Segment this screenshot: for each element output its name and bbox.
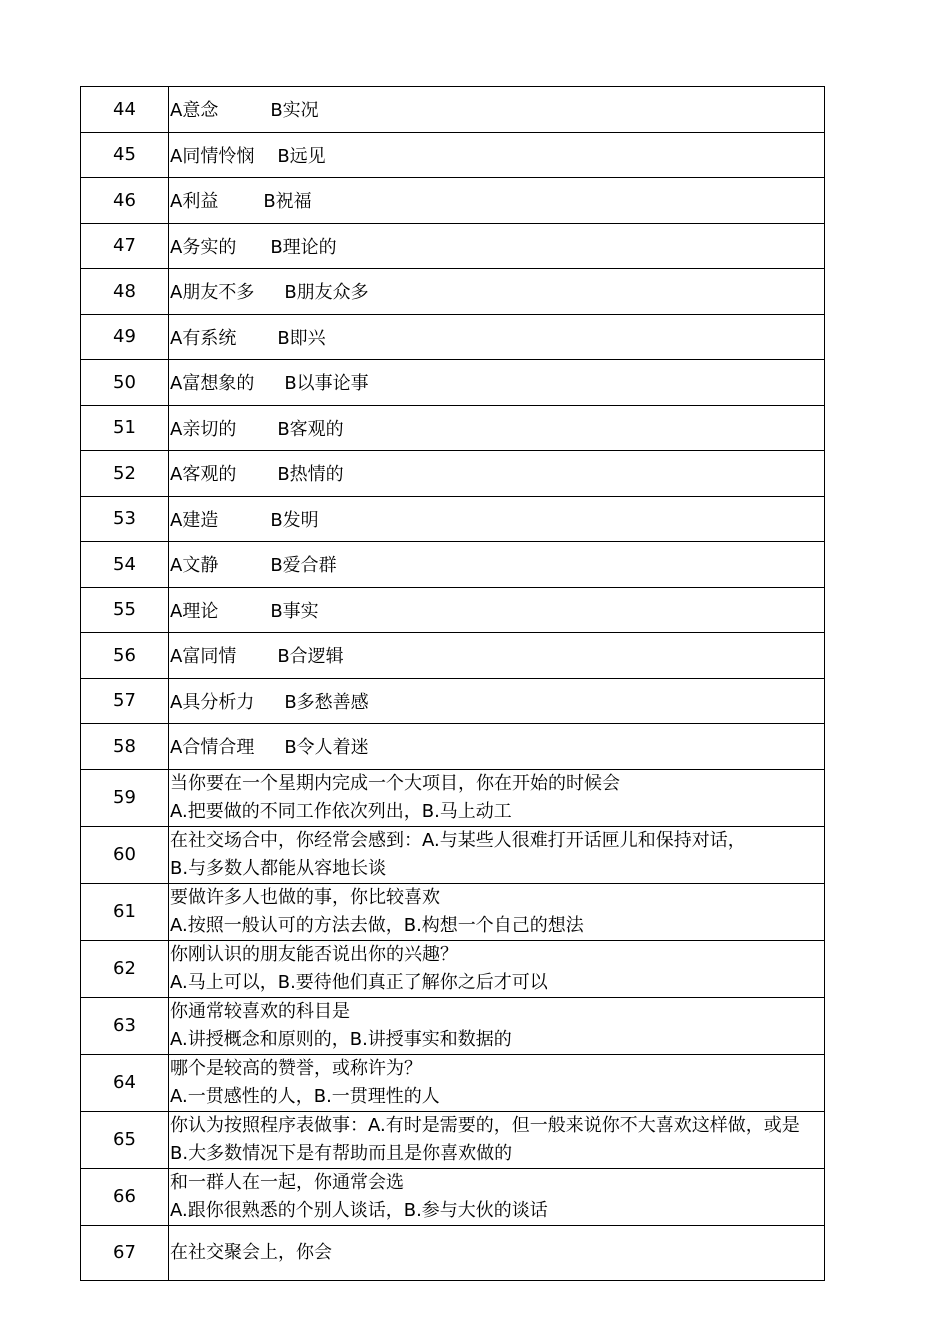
question-options	[169, 724, 825, 770]
question-options	[169, 633, 825, 679]
table-row	[81, 360, 825, 406]
option-b: B事实	[270, 600, 319, 622]
question-text	[169, 1054, 825, 1111]
table-row	[81, 678, 825, 724]
question-line: 要做许多人也做的事，你比较喜欢	[170, 886, 440, 908]
question-number: 57	[81, 678, 169, 724]
question-options	[169, 87, 825, 133]
question-text	[169, 997, 825, 1054]
option-b: B祝福	[263, 191, 312, 213]
question-number: 47	[81, 223, 169, 269]
option-a: A合情合理	[170, 737, 255, 759]
option-b: B实况	[270, 100, 319, 122]
question-number: 62	[81, 940, 169, 997]
option-b: B远见	[277, 145, 326, 167]
answer-options-line: A.一贯感性的人，B.一贯理性的人	[170, 1085, 440, 1107]
table-row	[81, 405, 825, 451]
option-a: A利益	[170, 191, 219, 213]
table-row	[81, 1111, 825, 1168]
question-number: 52	[81, 451, 169, 497]
option-a: A同情怜悯	[170, 145, 255, 167]
question-options	[169, 542, 825, 588]
question-options	[169, 405, 825, 451]
questionnaire-sheet	[80, 86, 825, 1263]
option-b: B令人着迷	[284, 737, 369, 759]
question-number: 58	[81, 724, 169, 770]
questionnaire-table	[80, 86, 825, 1281]
question-number: 45	[81, 132, 169, 178]
option-b: B合逻辑	[277, 646, 344, 668]
question-number: 48	[81, 269, 169, 315]
option-a: A富同情	[170, 646, 237, 668]
table-row	[81, 997, 825, 1054]
question-number: 51	[81, 405, 169, 451]
option-b: B即兴	[277, 327, 326, 349]
table-row	[81, 542, 825, 588]
option-b: B热情的	[277, 464, 344, 486]
question-number: 59	[81, 769, 169, 826]
table-row	[81, 587, 825, 633]
question-options	[169, 587, 825, 633]
question-options	[169, 178, 825, 224]
question-line: 当你要在一个星期内完成一个大项目，你在开始的时候会	[170, 772, 620, 794]
question-number: 64	[81, 1054, 169, 1111]
answer-options-line: A.按照一般认可的方法去做，B.构想一个自己的想法	[170, 914, 584, 936]
question-number: 60	[81, 826, 169, 883]
question-text	[169, 769, 825, 826]
question-line: 你刚认识的朋友能否说出你的兴趣？	[170, 943, 458, 965]
option-b: B爱合群	[270, 555, 337, 577]
table-row	[81, 1054, 825, 1111]
option-a: A意念	[170, 100, 219, 122]
question-options	[169, 132, 825, 178]
option-b: B理论的	[270, 236, 337, 258]
table-row	[81, 633, 825, 679]
table-row	[81, 451, 825, 497]
question-text	[169, 883, 825, 940]
option-b: B多愁善感	[284, 691, 369, 713]
option-b: B发明	[270, 509, 319, 531]
option-b: B朋友众多	[284, 282, 369, 304]
option-a: A朋友不多	[170, 282, 255, 304]
question-number: 46	[81, 178, 169, 224]
question-line: 你认为按照程序表做事：A.有时是需要的，但一般来说你不大喜欢这样做，或是	[170, 1114, 800, 1136]
table-row	[81, 132, 825, 178]
question-text	[169, 1168, 825, 1225]
answer-options-line: A.把要做的不同工作依次列出，B.马上动工	[170, 800, 512, 822]
table-row	[81, 496, 825, 542]
table-row	[81, 223, 825, 269]
table-row	[81, 769, 825, 826]
question-number: 67	[81, 1225, 169, 1280]
question-options	[169, 360, 825, 406]
question-number: 44	[81, 87, 169, 133]
question-text	[169, 940, 825, 997]
question-text	[169, 1225, 825, 1280]
table-row	[81, 1225, 825, 1280]
option-a: A理论	[170, 600, 219, 622]
option-a: A有系统	[170, 327, 237, 349]
table-row	[81, 883, 825, 940]
question-text	[169, 826, 825, 883]
question-line: 哪个是较高的赞誉，或称许为？	[170, 1057, 422, 1079]
question-number: 56	[81, 633, 169, 679]
question-number: 49	[81, 314, 169, 360]
question-text	[169, 1111, 825, 1168]
option-a: A富想象的	[170, 373, 255, 395]
table-row	[81, 940, 825, 997]
table-row	[81, 1168, 825, 1225]
option-a: A亲切的	[170, 418, 237, 440]
table-row	[81, 314, 825, 360]
question-line: 和一群人在一起，你通常会选	[170, 1171, 404, 1193]
question-line: 在社交场合中，你经常会感到：A.与某些人很难打开话匣儿和保持对话，	[170, 829, 746, 851]
option-b: B客观的	[277, 418, 344, 440]
table-row	[81, 724, 825, 770]
question-options	[169, 451, 825, 497]
question-options	[169, 223, 825, 269]
table-row	[81, 269, 825, 315]
table-row	[81, 826, 825, 883]
question-number: 54	[81, 542, 169, 588]
table-row	[81, 178, 825, 224]
answer-options-line: A.讲授概念和原则的，B.讲授事实和数据的	[170, 1028, 512, 1050]
option-a: A客观的	[170, 464, 237, 486]
table-row	[81, 87, 825, 133]
answer-options-line: A.跟你很熟悉的个别人谈话，B.参与大伙的谈话	[170, 1199, 548, 1221]
question-number: 63	[81, 997, 169, 1054]
option-a: A务实的	[170, 236, 237, 258]
question-number: 61	[81, 883, 169, 940]
option-a: A具分析力	[170, 691, 255, 713]
question-options	[169, 314, 825, 360]
questionnaire-table-body	[81, 87, 825, 1281]
question-options	[169, 496, 825, 542]
answer-options-line: B.大多数情况下是有帮助而且是你喜欢做的	[170, 1142, 513, 1164]
option-a: A建造	[170, 509, 219, 531]
option-b: B以事论事	[284, 373, 369, 395]
question-number: 50	[81, 360, 169, 406]
answer-options-line: A.马上可以，B.要待他们真正了解你之后才可以	[170, 971, 548, 993]
question-line: 在社交聚会上，你会	[170, 1241, 332, 1263]
question-options	[169, 678, 825, 724]
question-number: 53	[81, 496, 169, 542]
question-line: 你通常较喜欢的科目是	[170, 1000, 350, 1022]
question-number: 66	[81, 1168, 169, 1225]
option-a: A文静	[170, 555, 219, 577]
question-number: 55	[81, 587, 169, 633]
question-number: 65	[81, 1111, 169, 1168]
answer-options-line: B.与多数人都能从容地长谈	[170, 857, 387, 879]
question-options	[169, 269, 825, 315]
